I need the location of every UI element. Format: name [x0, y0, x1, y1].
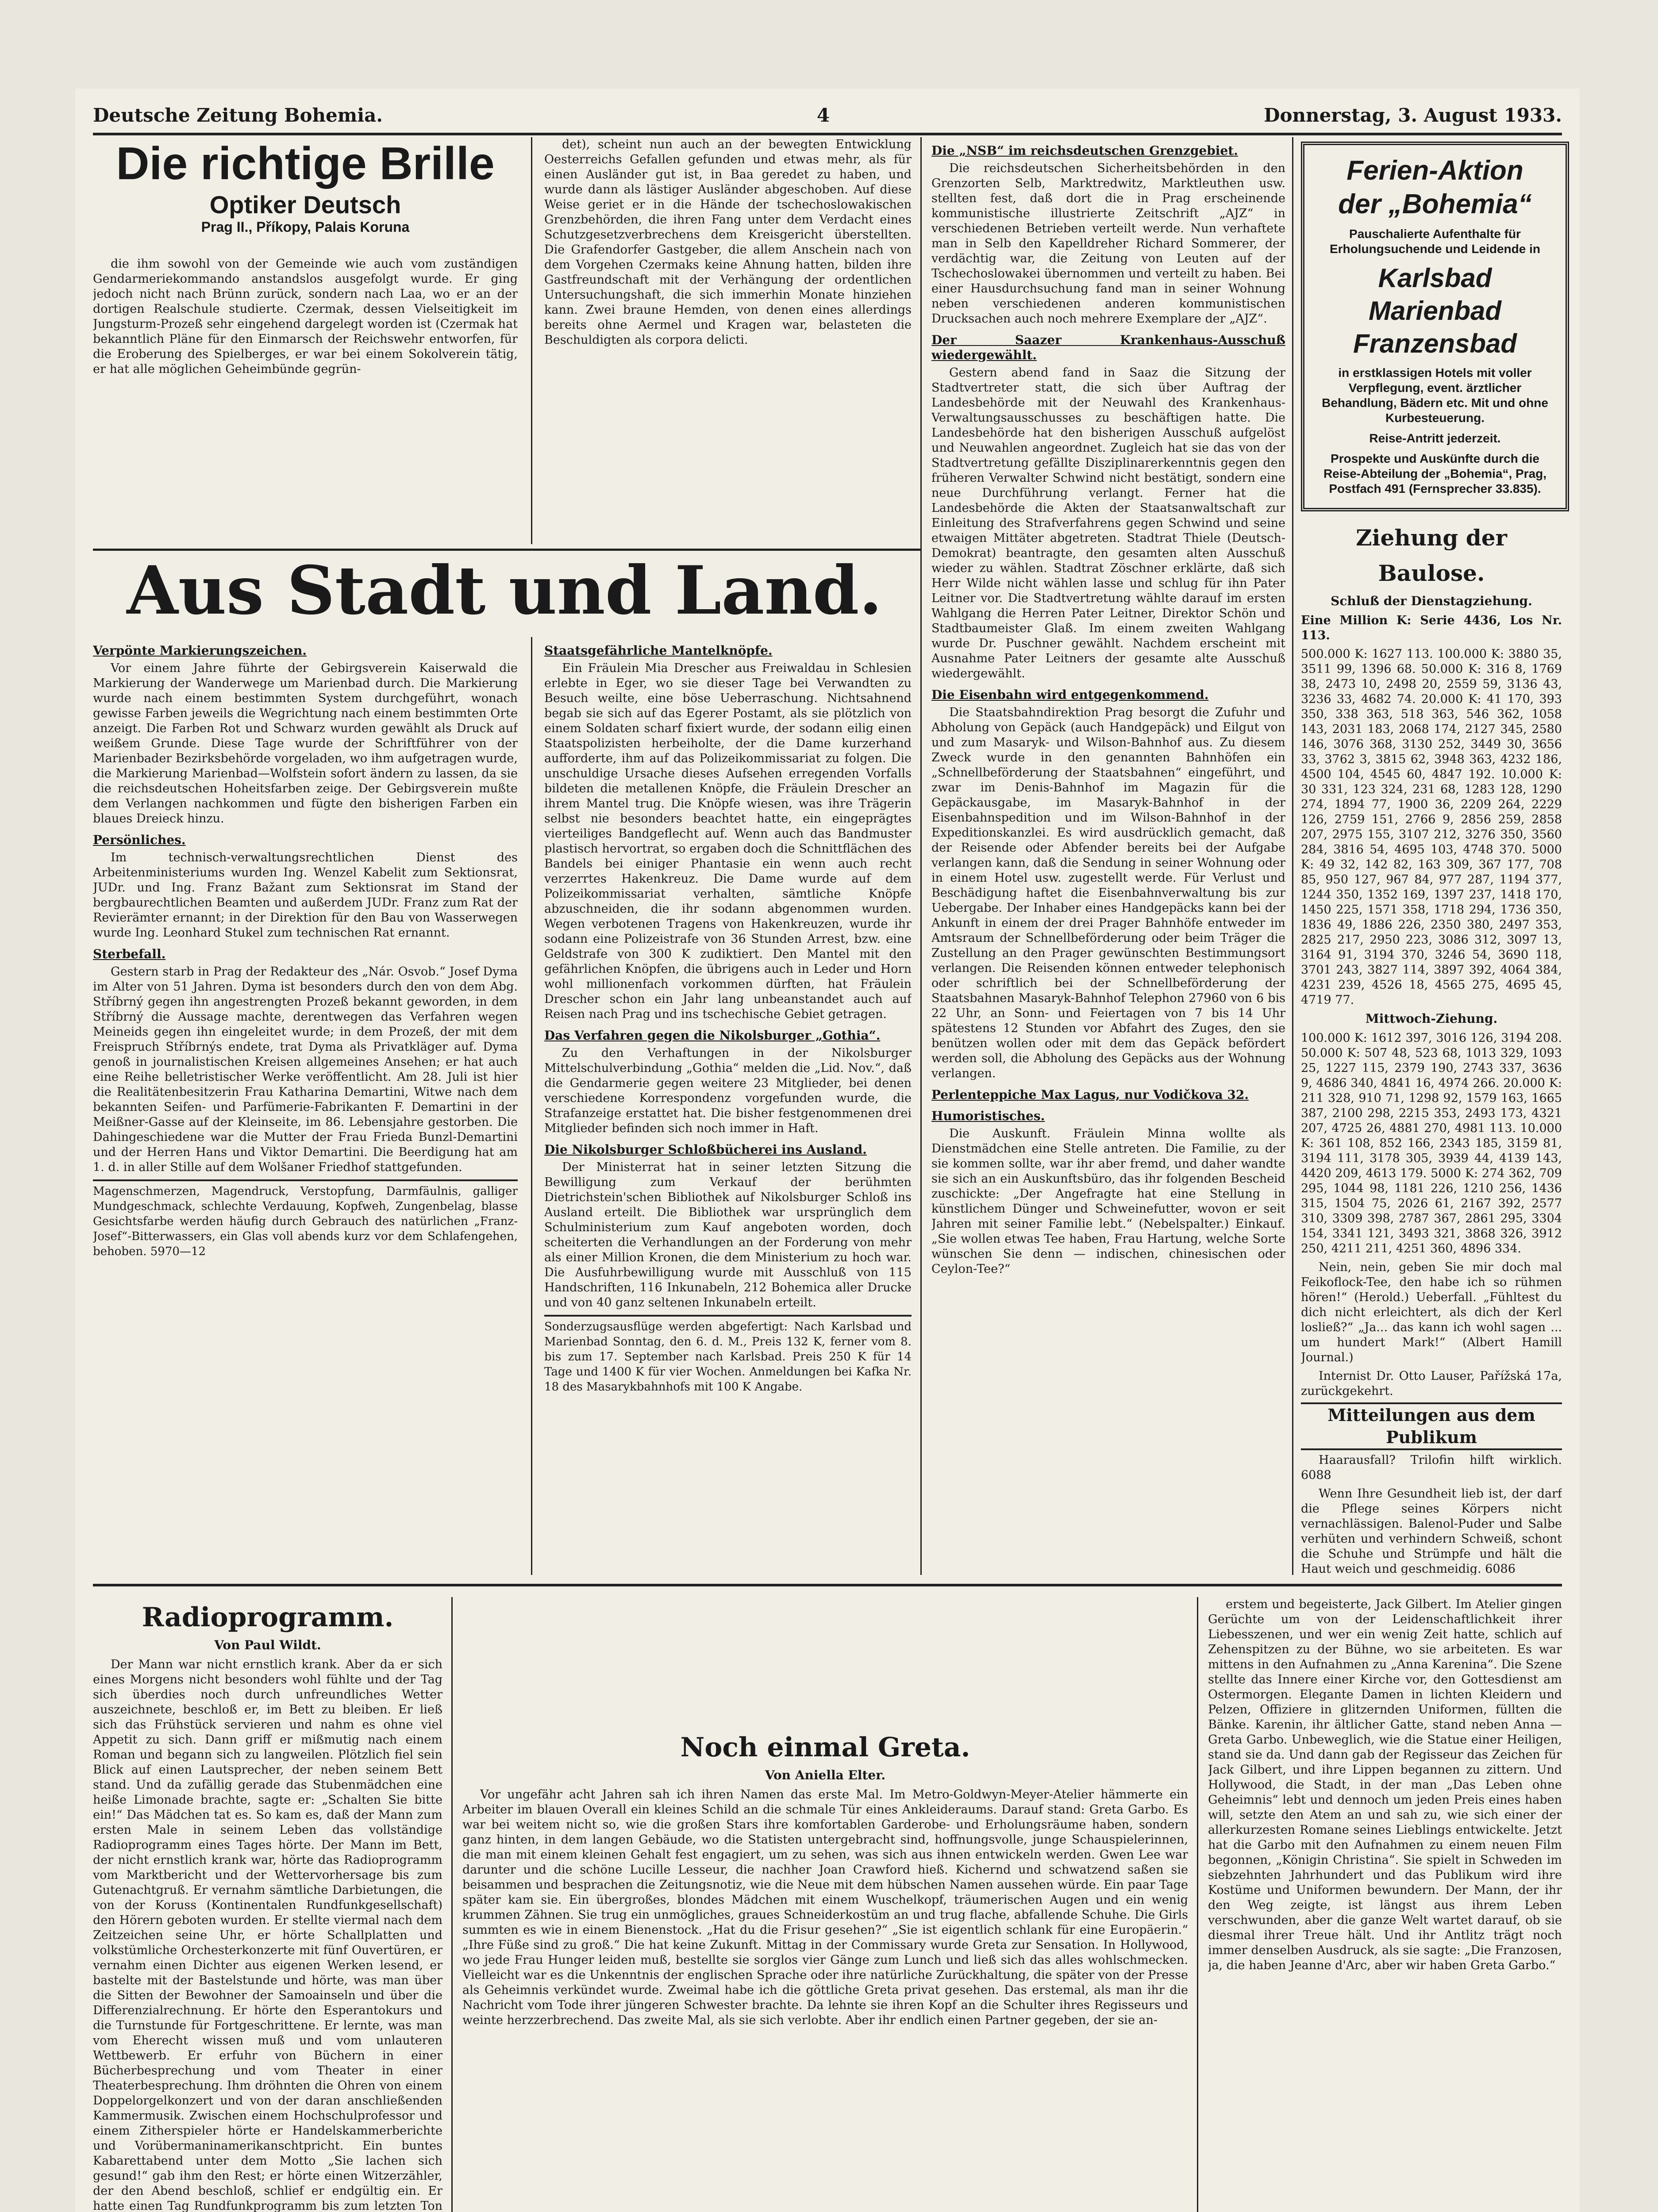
- notice-number: 6088: [1301, 1468, 1331, 1482]
- section-subtitle: Schluß der Dienstagziehung.: [1331, 594, 1532, 608]
- feuilleton-text: erstem und begeisterte, Jack Gilbert. Im Atelier gingen Gerüchte um von der Leidenschaftlichkeit ihrer Liebesszenen, und wer ein wenig Zeit hatte, schlich auf Zehenspitzen zu der Bühne, wo sie arbeiteten. Es war mittens in den Aufnahmen zu „Anna Karenina“. Die Szene stellte das Innere einer Kirche vor, den Gottesdienst am Ostermorgen. Elegante Damen in lichten Kleidern und Pelzen, Offiziere in glitzernden Uniformen, füllten die Bänke. Karenin, ihr ältlicher Gatte, stand neben Anna — Greta Garbo. Unbeweglich, wie die Statue einer Heiligen, stand sie da. Und dann gab der Regisseur das Zeichen für Jack Gilbert, und ihre Lippen begannen zu zittern. Und Hollywood, die Stadt, in der man „Das Leben ohne Geheimnis“ lebt und dennoch um jeden Preis eines haben will, setzte den Atem an und sah zu, wie sich einer der allerkurzesten Romane seines Lieblings entwickelte. Jetzt hat die Garbo mit den Aufnahmen zu einem neuen Film begonnen, „Königin Christina“. Sie spielt in Schweden im siebzehnten Jahrhundert und das Publikum wird ihre Kostüme und Uniformen bewundern. Der Mann, der ihr den Weg zeigte, ist längst aus ihrem Leben verschwunden, aber die ganze Welt wartet darauf, ob sie diesmal ihrer Treue hält. Und ihr Antlitz trägt noch immer denselben Ausdruck, als sie sagte: „Die Franzosen, ja, die haben Jeanne d'Arc, aber wir haben Greta Garbo.“: [1208, 1598, 1562, 1972]
- lottery-numbers: 500.000 K: 1627 113. 100.000 K: 3880 35, 3511 99, 1396 68. 50.000 K: 316 8, 1769 38, 2473 10, 2498 20, 2559 59, 3136 43, 3236 33, 4682 74. 20.000 K: 41 170, 393 350, 338 363, 518 363, 546 362, 1058 143, 2031 183, 2068 174, 2127 345, 2580 146, 3076 368, 3130 252, 3449 30, 3656 33, 3762 3, 3815 62, 3948 363, 4232 186, 4500 104, 4545 60, 4847 192. 10.000 K: 30 331, 123 324, 231 68, 1283 128, 1290 274, 1894 77, 1900 36, 2209 264, 2229 126, 2759 151, 2766 9, 2856 259, 2858 207, 2975 155, 3107 212, 3276 350, 3560 284, 3816 54, 4695 103, 4748 370. 5000 K: 49 32, 142 82, 163 309, 367 177, 708 85, 950 127, 967 84, 977 287, 1194 377, 1244 350, 1352 169, 1397 237, 1418 170, 1450 225, 1571 358, 1718 294, 1736 350, 1836 49, 1886 226, 2350 380, 2497 353, 2825 217, 2950 223, 3086 312, 3097 13, 3164 91, 3194 370, 3246 54, 3690 118, 3701 243, 3827 114, 3897 392, 4064 384, 4231 239, 4526 18, 4565 275, 4695 45, 4719 77.: [1301, 647, 1562, 1007]
- article-heading: Persönliches.: [93, 833, 186, 847]
- feuilleton-byline: Von Paul Wildt.: [214, 1638, 321, 1652]
- notice-text: [1301, 1453, 1562, 1483]
- ad-text: Prospekte und Auskünfte durch die Reise-Abteilung der „Bohemia“, Prag, Postfach 491 (Fernsprecher 33.835).: [1323, 452, 1547, 495]
- article-text: Vor einem Jahre führte der Gebirgsverein Kaiserwald die Markierung der Wanderwege um Marienbad durch. Die Markierung wurde nach einem bestimmten System durchgeführt, wonach gewisse Farben jeweils die Wegrichtung nach einem bestimmten Orte anzeigt. Die Farben Rot und Schwarz wurden gewählt als Druck auf weißem Grunde. Diese Tage wurde der Schriftführer von der Marienbader Bezirksbehörde vorgeladen, wo ihm aufgetragen wurde, die Markierung Marienbad—Wolfstein sofort ändern zu lassen, da sie die reichsdeutschen Hoheitsfarben zeige. Der Gebirgsverein mußte dem Verlangen nachkommen und fügte den bisherigen Farben ein blaues Dreieck hinzu.: [93, 661, 518, 826]
- section-subtitle: Mittwoch-Ziehung.: [1365, 1011, 1498, 1026]
- column-divider: [531, 137, 532, 544]
- article-text: Die reichsdeutschen Sicherheitsbehörden in den Grenzorten Selb, Marktredwitz, Marktleuthen usw. stellten fest, daß dort die in Prag erscheinende kommunistische illustrierte Zeitschrift „AJZ“ in verschiedenen Betrieben verteilt werde. Nun verhaftete man in Selb den Kapelldreher Richard Sommerer, der verdächtig war, die Zeitung von Leuten auf der Tschechoslowakei übernommen und verteilt zu haben. Bei einer Hausdurchsuchung fand man in seiner Wohnung neben verschiedenen anderen kommunistischen Drucksachen auch noch mehrere Exemplare der „AJZ“.: [931, 161, 1285, 326]
- issue-date: Donnerstag, 3. August 1933.: [1264, 104, 1562, 126]
- radio-column: [93, 1597, 442, 2212]
- article-text: Gestern abend fand in Saaz die Sitzung der Stadtvertreter statt, die sich über Auftrag der Landesbehörde mit der Neuwahl des Krankenhaus-Verwaltungsausschusses zu beschäftigen hatte. Die Landesbehörde hat den bisherigen Ausschuß aufgelöst und Neuwahlen angeordnet. Zugleich hat sie das von der Stadtvertretung gefällte Disziplinarerkenntnis gegen den früheren Verwalter Schwind nicht bestätigt, sondern eine neue Durchführung verlangt. Ferner hat die Landesbehörde die Akten der Staatsanwaltschaft zur Einleitung des Strafverfahrens gegen Schwind und seine etwaigen Mittäter abgetreten. Stadtrat Thiele (Deutsch-Demokrat) beantragte, den gesamten alten Ausschuß wieder zu wählen. Stadtrat Zöschner erklärte, daß sich Herr Wilde nicht wählen lasse und schlug für ihn Pater Leitner vor. Die Stadtvertretung wählte darauf im ersten Wahlgang die Herren Pater Leitner, Direktor Schön und Stadtbaumeister Glaß. Im einem zweiten Wahlgang wurde Dr. Puschner gewählt. Nachdem erscheint mit Ausnahme Pater Leitners der gesamte alte Ausschuß wiedergewählt.: [931, 366, 1285, 680]
- article-heading: Staatsgefährliche Mantelknöpfe.: [544, 643, 773, 658]
- article-text: Im technisch-verwaltungsrechtlichen Dienst des Arbeitenministeriums wurden Ing. Wenzel Kabelit zum Sektionsrat, JUDr. und Ing. Franz Bažant zum Sektionsrat im Stand der bergbaurechtlichen Beamten und außerdem JUDr. Franz zum Rat der Revierämter ernannt; in der Direktion für den Bau von Wasserwegen wurde Ing. Leonhard Stukel zum technischen Rat ernannt.: [93, 851, 518, 940]
- ad-text: Reise-Antritt jederzeit.: [1369, 431, 1501, 445]
- ad-text: Pauschalierte Aufenthalte für Erholungsuchende und Leidende in: [1329, 227, 1540, 256]
- newspaper-name: Deutsche Zeitung Bohemia.: [93, 104, 383, 126]
- ad-city: Marienbad: [1368, 296, 1502, 326]
- article-heading: Verpönte Markierungszeichen.: [93, 643, 307, 658]
- feuilleton-text: Der Mann war nicht ernstlich krank. Aber da er sich eines Morgens nicht besonders wohl fühlte und der Tag sich überdies noch durch unfreundliches Wetter auszeichnete, beschloß er, im Bett zu bleiben. Er ließ sich das Frühstück servieren und nahm es ohne viel Appetit zu sich. Dann griff er mißmutig nach einem Roman und begann sich zu langweilen. Plötzlich fiel sein Blick auf einen Lautsprecher, der neben seinem Bett stand. Und da zufällig gerade das Stubenmädchen eine heiße Limonade brachte, sagte er: „Schalten Sie bitte ein!“ Das Mädchen tat es. So kam es, daß der Mann zum ersten Male in seinem Leben das vollständige Radioprogramm eines Tages hörte. Der Mann im Bett, der nicht ernstlich krank war, hörte das Radioprogramm vom Marktbericht und der Wettervorhersage bis zum Gutenachtgruß. Er vernahm sämtliche Darbietungen, die von der Koruss (Kontinentalen Rundfunkgesellschaft) den Hörern geboten wurden. Er stellte viermal nach dem Zeitzeichen seine Uhr, er hörte Schallplatten und volkstümliche Orchesterkonzerte mit fünf Ouvertüren, er vernahm einen Dichter aus eigenen Werken lesend, er bastelte mit der Bastelstunde und hörte, was man über die Sitten der Bewohner der Samoainseln und über die Differenzialrechnung. Er hörte den Esperantokurs und die Turnstunde für Fortgeschrittene. Er lernte, was man vom Eherecht wissen muß und vom unlauteren Wettbewerb. Er erfuhr von Büchern in einer Bücherbesprechung und vom Theater in einer Theaterbesprechung. Ihm dröhnten die Ohren von einem Doppelorgelkonzert und von der daran anschließenden Kammermusik. Zwischen einem Hochschulprofessor und einem Zitherspieler hörte er Handelskammerberichte und Vorübermaninamerikanschtpricht. Ein buntes Kabarettabend unter dem Motto „Sie lachen sich gesund!“ gab ihm den Rest; er hörte einen Witzerzähler, der den Abend beschloß, schlief er endgültig ein. Er hatte einen Tag Rundfunkprogramm bis zum letzten Ton: [93, 1658, 442, 2212]
- column-1: [93, 637, 518, 1575]
- ad-title: Ferien-Aktion: [1346, 155, 1523, 186]
- feuilleton-title: Noch einmal Greta.: [680, 1732, 970, 1763]
- page-header: [93, 97, 1562, 135]
- article-text: Ein Fräulein Mia Drescher aus Freiwaldau in Schlesien erlebte in Eger, wo sie dieser Tage bei Verwandten zu Besuch weilte, eine böse Ueberraschung. Nichtsahnend begab sie sich auf das Egerer Postamt, als sie plötzlich von einem Soldaten scharf fixiert wurde, der sodann eilig einen Staatspolizisten herbeiholte, der die Dame kurzerhand aufforderte, ihm auf das Polizeikommissariat zu folgen. Die unschuldige Ursache dieses Aufsehen erregenden Vorfalls bildeten die metallenen Knöpfe, die Fräulein Drescher an ihrem Mantel trug. Die Knöpfe wiesen, was ihre Trägerin selbst nie besonders beachtet hatte, ein eingeprägtes vierteiliges Bandgeflecht auf. Wenn auch das Bandmuster plastisch hervortrat, so ergaben doch die Schnittflächen des Bandels bei einiger Phantasie ein wenn auch recht verzerrtes Hakenkreuz. Die Dame wurde auf dem Polizeikommissariat verhalten, sämtliche Knöpfe abzuschneiden, die ihr sodann abgenommen wurden. Wegen verbotenen Tragens von Hakenkreuzen, wurde ihr sodann eine Polizeistrafe von 36 Stunden Arrest, bzw. eine Geldstrafe von 300 K zudiktiert. Den Mantel mit den gefährlichen Knöpfen, die übrigens auch in Leder und Horn wohl millionenfach vorkommen dürften, hat Fräulein Drescher schon ein Jahr lang unbeanstandet auch auf Reisen nach Prag und ins tschechische Gebiet getragen.: [544, 661, 912, 1021]
- newspaper-page: [75, 88, 1580, 2212]
- sonderzug-notice: [544, 1315, 912, 1394]
- article-text: Zu den Verhaftungen in der Nikolsburger Mittelschulverbindung „Gothia“ melden die „Lid. Nov.“, daß die Gendarmerie gegen weitere 23 Mitglieder, bei denen verschiedene Korrespondenz vorgefunden wurde, die Strafanzeige erstattet hat. Die bisher festgenommenen drei Mitglieder befinden sich noch immer in Haft.: [544, 1046, 912, 1135]
- greta-continued-column: [1208, 1597, 1562, 2212]
- column-top-1: [93, 257, 518, 540]
- section-title: Mitteilungen aus dem Publikum: [1301, 1402, 1562, 1450]
- ad-subtitle: Optiker Deutsch: [209, 191, 401, 219]
- section-title: Aus Stadt und Land.: [127, 552, 882, 630]
- column-divider: [531, 637, 532, 1575]
- column-divider: [1197, 1597, 1198, 2212]
- column-divider: [451, 1597, 453, 2212]
- notice-number: 6086: [1485, 1562, 1516, 1575]
- article-heading: Humoristisches.: [931, 1109, 1045, 1123]
- greta-column: [462, 1597, 1188, 2212]
- article-heading: Das Verfahren gegen die Nikolsburger „Gothia“.: [544, 1028, 881, 1043]
- article-heading: Der Saazer Krankenhaus-Ausschuß wiedergewählt.: [931, 333, 1285, 362]
- notice-text: [1301, 1486, 1562, 1575]
- article-text: Gestern starb in Prag der Redakteur des „Nár. Osvob.“ Josef Dyma im Alter von 51 Jahren. Dyma ist besonders durch den von dem Abg. Stříbrný gegen ihn angestrengten Prozeß bekannt geworden, in dem Stříbrný die Aussage machte, derentwegen das Verfahren wegen Meineids gegen ihn eingeleitet wurde; in dem Prozeß, der mit dem Freispruch Stříbrnýs endete, trat Dyma als Privatkläger auf. Dyma genoß in journalistischen Kreisen allgemeines Ansehen; er hat auch eine Reihe belletristischer Werke veröffentlicht. Am 28. Juli ist hier die Realitätenbesitzerin Frau Katharina Demartini, Witwe nach dem bekannten Seifen- und Parfümerie-Fabrikanten F. Demartini in der Meißner-Gasse auf der Kleinseite, im 86. Lebensjahre gestorben. Die Dahingeschiedene war die Mutter der Frau Frieda Bunzl-Demartini und der Herren Hans und Viktor Demartini. Die Beerdigung hat am 1. d. in aller Stille auf dem Wolšaner Friedhof stattgefunden.: [93, 965, 518, 1174]
- lottery-numbers: 100.000 K: 1612 397, 3016 126, 3194 208. 50.000 K: 507 48, 523 68, 1013 329, 1093 25, 1227 115, 2379 190, 2743 337, 3636 9, 4686 340, 4841 16, 4974 266. 20.000 K: 211 328, 910 71, 1298 92, 1579 163, 1665 387, 2100 298, 2215 353, 2493 173, 4321 207, 4725 26, 4881 270, 4981 113. 10.000 K: 361 108, 852 166, 2343 185, 3159 81, 3194 111, 3178 305, 3939 44, 4139 143, 4420 209, 4613 179. 5000 K: 274 362, 709 295, 1044 98, 1181 226, 1210 256, 1436 315, 1504 75, 2026 61, 2167 392, 2577 310, 3309 398, 2787 367, 2861 295, 3304 154, 3341 121, 3493 321, 3868 326, 3912 250, 4211 211, 4251 360, 4896 334.: [1301, 1031, 1562, 1256]
- notice-text: Internist Dr. Otto Lauser, Pařížská 17a, zurückgekehrt.: [1301, 1369, 1562, 1398]
- section-rule: [93, 549, 920, 551]
- article-text: Die Staatsbahndirektion Prag besorgt die Zufuhr und Abholung von Gepäck (auch Handgepäck) und Eilgut von und zum Masaryk- und Wilson-Bahnhof aus. Zu diesem Zweck wurde in den genannten Bahnhöfen ein „Schnellbeförderung der Staatsbahnen“ eingeführt, und zwar im Denis-Bahnhof im Magazin für die Gepäckausgabe, im Masaryk-Bahnhof in der Eisenbahnspedition und im Wilson-Bahnhof in der Expeditionskanzlei. Es wird ausdrücklich gemacht, daß der Reisende oder Abfender bereits bei der Aufgabe verlangen kann, daß die Sendung in seiner Wohnung oder in einem Hotel usw. zugestellt werde. Für Verlust und Beschädigung haftet die Eisenbahnverwaltung bis zur Uebergabe. Der Inhaber eines Handgepäcks kann bei der Ankunft in einem der drei Prager Bahnhöfe entweder im Amtsraum der Schnellbeförderung oder beim Träger die Zustellung an den Prager gewünschten Bestimmungsort verlangen. Die Reisenden können entweder telephonisch oder schriftlich bei der Schnellbeförderung der Staatsbahnen Masaryk-Bahnhof Telephon 27960 von 6 bis 22 Uhr, an Sonn- und Feiertagen von 7 bis 14 Uhr spätestens 12 Stunden vor Abfahrt des Zuges, den sie benützen wollen oder mit dem das Gepäck befördert werden soll, die Abholung des Gepäcks aus der Wohnung verlangen.: [931, 706, 1285, 1080]
- column-divider: [1292, 137, 1293, 1575]
- ad-text: in erstklassigen Hotels mit voller Verpflegung, event. ärztlicher Behandlung, Bädern etc. Mit und ohne Kurbesteuerung.: [1322, 366, 1548, 425]
- ad-city: Franzensbad: [1353, 329, 1517, 358]
- feuilleton-title: Radioprogramm.: [142, 1602, 394, 1633]
- article-heading: Die Eisenbahn wird entgegenkommend.: [931, 687, 1209, 702]
- article-heading: Die Nikolsburger Schloßbücherei ins Ausland.: [544, 1142, 867, 1157]
- article-text: Der Ministerrat hat in seiner letzten Sitzung die Bewilligung zum Verkauf der berühmten Dietrichstein'schen Bibliothek auf Nikolsburger Schloß ins Ausland erteilt. Die Bibliothek war ursprünglich dem Schulministerium zum Kauf angeboten worden, doch scheiterten die Verhandlungen an der Forderung von mehr als einer Million Kronen, die dem Ministerium zu hoch war. Die Ausfuhrbewilligung wurde mit Ausschluß von 115 Handschriften, 116 Inkunabeln, 212 Bohemica aller Drucke und von 40 ganz seltenen Inkunabeln erteilt.: [544, 1160, 912, 1310]
- notice-item: Wenn Ihre Gesundheit lieb ist, der darf die Pflege seines Körpers nicht vernachlässigen. Balenol-Puder und Salbe verhüten und verhindern Schweiß, schont die Schuhe und Strümpfe und hält die Haut weich und geschmeidig.: [1301, 1487, 1562, 1575]
- article-heading: Die „NSB“ im reichsdeutschen Grenzgebiet.: [931, 143, 1238, 158]
- feuilleton-rule: [93, 1584, 1562, 1586]
- ad-text: Magenschmerzen, Magendruck, Verstopfung, Darmfäulnis, galliger Mundgeschmack, schlechte Verdauung, Kopfweh, Zungenbelag, blasse Gesichtsfarbe werden häufig durch Gebrauch des natürlichen „Franz-Josef“-Bitterwassers, ein Glas voll abends kurz vor dem Schlafengehen, behoben.: [93, 1185, 518, 1258]
- article-heading: Perlenteppiche Max Lagus, nur Vodičkova 32.: [931, 1087, 1249, 1102]
- column-2: [544, 637, 912, 1575]
- ad-title: Die richtige Brille: [116, 138, 495, 189]
- optiker-ad: [93, 137, 518, 252]
- column-3: [931, 137, 1285, 1575]
- section-title: Ziehung der Baulose.: [1356, 525, 1507, 586]
- ad-address: Prag II., Příkopy, Palais Koruna: [201, 219, 410, 235]
- joke-text: Nein, nein, geben Sie mir doch mal Feikoflock-Tee, den habe ich so rühmen hören!“ (Herold.) Ueberfall. „Fühltest du dich nicht erleichtert, als dich der Kerl losließ?“ „Ja... das kann ich wohl sagen ... um hundert Mark!“ (Albert Hamill Journal.): [1301, 1260, 1562, 1364]
- article-heading: Sterbefall.: [93, 947, 166, 961]
- article-text: die ihm sowohl von der Gemeinde wie auch vom zuständigen Gendarmeriekommando anstandslos ausgefolgt wurde. Er ging jedoch nicht nach Brünn zurück, sondern nach Laa, wo er an der dortigen Realschule studierte. Czermak, dessen Vielseitigkeit im Jungsturm-Prozeß sehr eingehend dargelegt worden ist (Czermak hat bekanntlich Pläne für den Einmarsch der Reichswehr entworfen, für die Eroberung des Spielberges, er war bei einem Sokolverein tätig, er hat alle möglichen Geheimbünde gegrün-: [93, 257, 518, 376]
- ferien-aktion-ad: [1301, 142, 1569, 511]
- feuilleton-text: Vor ungefähr acht Jahren sah ich ihren Namen das erste Mal. Im Metro-Goldwyn-Meyer-Atelier hämmerte ein Arbeiter im blauen Overall ein kleines Schild an die schmale Tür eines Ankleideraums. Darauf stand: Greta Garbo. Es war bei weitem nicht so, wie die großen Stars ihre komfortablen Garderobe- und Erholungsräume haben, sondern ganz hinten, in dem langen Gebäude, wo die Statisten untergebracht sind, hoffnungsvolle, junge Schauspielerinnen, die man mit einem kleinen Gehalt fest engagiert, um zu sehen, was sich aus ihnen entwickeln werden. Gwen Lee war darunter und die schöne Lucille Lesseur, die nachher Joan Crawford hieß. Kichernd und schwatzend saßen sie beisammen und besprachen die Zeitungsnotiz, wie die Neue mit dem hübschen Namen aussehen würde. Ein paar Tage später kam sie. Ein übergroßes, blondes Mädchen mit einem Wuschelkopf, träumerischen Augen und ein wenig krummen Zähnen. Sie trug ein unmögliches, graues Schneiderkostüm an und trug flache, abfallende Schuhe. Die Girls summten es wie in einem Bienenstock. „Hat du die Frisur gesehen?“ „Sie ist eigentlich schlank für eine Europäerin.“ „Ihre Füße sind zu groß.“ Die hat keine Zukunft. Mittag in der Commissary wurde Greta zur Sensation. In Hollywood, wo jede Frau Hunger leiden muß, bestellte sie sorglos vier Gänge zum Lunch und ließ sich das alles wohlschmecken. Vielleicht war es die Unkenntnis der englischen Sprache oder ihre natürliche Zurückhaltung, die später von der Presse als Geheimnis verkündet wurde. Zweimal habe ich die göttliche Greta privat gesehen. Das erstemal, als man ihr die Nachricht vom Tode ihrer jüngeren Schwester brachte. Da lehnte sie ihren Kopf an die Schulter ihres Regisseurs und weinte herzzerbrechend. Das zweite Mal, als sie sich verlobte. Aber ihr endlich einen Partner gegeben, der sie an-: [462, 1788, 1188, 2027]
- lottery-lead: Eine Million K: Serie 4436, Los Nr. 113.: [1301, 614, 1562, 642]
- bitterwasser-ad: [93, 1179, 518, 1259]
- column-top-2: [544, 137, 912, 544]
- feuilleton-byline: Von Aniella Elter.: [765, 1768, 886, 1782]
- column-4: [1301, 518, 1562, 1575]
- article-text: det), scheint nun auch an der bewegten Entwicklung Oesterreichs Gefallen gefunden und etwas mehr, als für einen Ausländer gut ist, in Baa geredet zu haben, und wurde dann als lästiger Ausländer abgeschoben. Auf diese Weise geriet er in die Hände der tschechoslowakischen Grenzbehörden, die ihren Fang unter dem Verdacht eines Schutzgesetzverbrechens dem Kreisgericht überstellten. Die Grafendorfer Gastgeber, die allem Anschein nach von dem Vorgehen Czermaks keine Ahnung hatten, bilden ihre Gastfreundschaft mit der Verhängung der ordentlichen Untersuchungshaft, die sich immerhin Monate hinziehen kann. Zwei braune Hemden, von denen eines allerdings bereits ohne Aermel und Kragen war, belasteten die Beschuldigten als corpora delicti.: [544, 138, 912, 347]
- article-text: Die Auskunft. Fräulein Minna wollte als Dienstmädchen eine Stelle antreten. Die Familie, zu der sie kommen sollte, war ihr aber fremd, und daher wandte sie sich an ein Auskunftsbüro, das ihr folgenden Bescheid zuschickte: „Der Angefragte hat eine Stellung in künstlichem Dünger und Schweinefutter, wovon er seit Jahren mit seiner Familie lebt.“ (Nebelspalter.) Einkauf. „Sie wollen etwas Tee haben, Frau Hartung, welche Sorte wünschen Sie denn — indischen, chinesischen oder Ceylon-Tee?“: [931, 1127, 1285, 1276]
- ad-city: Karlsbad: [1378, 263, 1492, 293]
- notice-text: Sonderzugsausflüge werden abgefertigt: Nach Karlsbad und Marienbad Sonntag, den 6. d. M., Preis 132 K, ferner vom 8. bis zum 17. September nach Karlsbad. Preis 250 K für 14 Tage und 1400 K für vier Wochen. Anmeldungen bei Kafka Nr. 18 des Masarykbahnhofs mit 100 K Angabe.: [544, 1320, 912, 1394]
- ad-title: der „Bohemia“: [1338, 189, 1532, 219]
- ad-number: 5970—12: [150, 1245, 206, 1258]
- column-divider: [920, 137, 922, 1575]
- notice-item: Haarausfall? Trilofin hilft wirklich.: [1319, 1453, 1562, 1467]
- page-number: 4: [816, 104, 830, 126]
